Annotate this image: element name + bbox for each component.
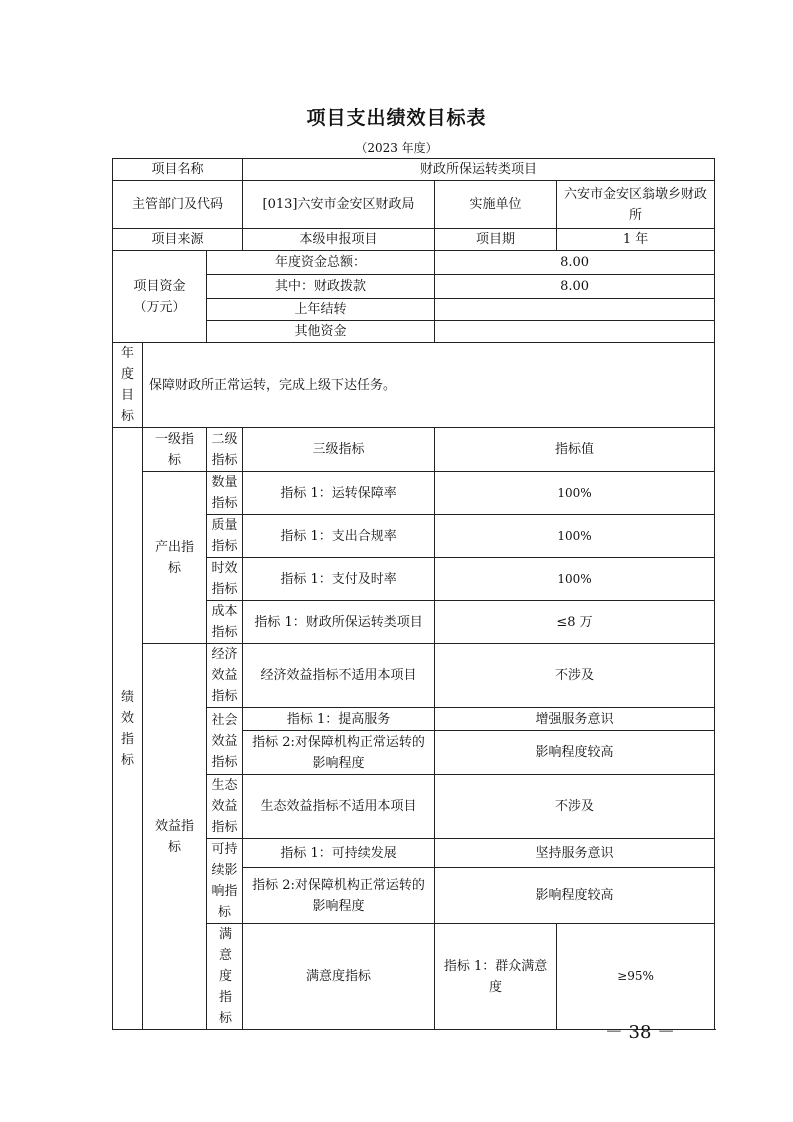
fund-fiscal-label: 其中：财政拨款	[207, 275, 435, 299]
period-value: 1 年	[557, 229, 715, 251]
fund-total-label: 年度资金总额：	[207, 251, 435, 275]
timeliness-l2: 时效指标	[207, 558, 243, 601]
timeliness-l3: 指标 1：支付及时率	[243, 558, 435, 601]
eco-l3: 生态效益指标不适用本项目	[243, 775, 435, 839]
eco-value: 不涉及	[435, 775, 715, 839]
header-value: 指标值	[435, 428, 715, 472]
economic-l2: 经济效益指标	[207, 644, 243, 708]
satisfaction-l2: 满意度指标	[243, 924, 435, 1030]
cost-l2: 成本指标	[207, 601, 243, 644]
quantity-l3: 指标 1：运转保障率	[243, 472, 435, 515]
year-subtitle: （2023 年度）	[355, 141, 438, 155]
economic-l3: 经济效益指标不适用本项目	[243, 644, 435, 708]
satisfaction-l3: 指标 1：群众满意度	[435, 924, 557, 1030]
cost-value: ≤8 万	[435, 601, 715, 644]
output-indicators-label: 产出指标	[143, 472, 207, 644]
performance-table	[112, 158, 715, 1030]
project-name-label: 项目名称	[113, 159, 243, 181]
social-l2: 社会效益指标	[207, 708, 243, 775]
satisfaction-indicators-label: 满意度指标	[207, 924, 243, 1030]
impl-value: 六安市金安区翁墩乡财政所	[557, 181, 715, 229]
page-title: 项目支出绩效目标表	[306, 107, 487, 129]
source-value: 本级申报项目	[243, 229, 435, 251]
perf-indicators-label: 绩效指标	[113, 428, 143, 1030]
quantity-value: 100%	[435, 472, 715, 515]
quality-l3: 指标 1：支出合规率	[243, 515, 435, 558]
header-level3: 三级指标	[243, 428, 435, 472]
fund-fiscal-value: 8.00	[435, 275, 715, 299]
fund-last-value	[435, 299, 715, 321]
fund-total-value: 8.00	[435, 251, 715, 275]
fund-last-label: 上年结转	[207, 299, 435, 321]
funds-label: 项目资金（万元）	[113, 251, 207, 343]
benefit-indicators-label: 效益指标	[143, 644, 207, 1030]
sustain-1-value: 坚持服务意识	[435, 839, 715, 868]
dept-value: [013]六安市金安区财政局	[243, 181, 435, 229]
project-name-value: 财政所保运转类项目	[243, 159, 715, 181]
impl-label: 实施单位	[435, 181, 557, 229]
fund-other-label: 其他资金	[207, 321, 435, 343]
sustain-l2: 可持续影响指标	[207, 839, 243, 924]
dept-label: 主管部门及代码	[113, 181, 243, 229]
satisfaction-value: ≥95%	[557, 924, 715, 1030]
social-2-l3: 指标 2:对保障机构正常运转的影响程度	[243, 731, 435, 775]
header-level1: 一级指标	[143, 428, 207, 472]
eco-l2: 生态效益指标	[207, 775, 243, 839]
timeliness-value: 100%	[435, 558, 715, 601]
quality-l2: 质量指标	[207, 515, 243, 558]
economic-value: 不涉及	[435, 644, 715, 708]
annual-goal-text: 保障财政所正常运转，完成上级下达任务。	[143, 343, 715, 428]
page-number: － 38 －	[604, 1022, 676, 1043]
cost-l3: 指标 1：财政所保运转类项目	[243, 601, 435, 644]
sustain-1-l3: 指标 1：可持续发展	[243, 839, 435, 868]
annual-goal-label: 年度目标	[113, 343, 143, 428]
source-label: 项目来源	[113, 229, 243, 251]
fund-other-value	[435, 321, 715, 343]
sustain-2-value: 影响程度较高	[435, 868, 715, 924]
quantity-l2: 数量指标	[207, 472, 243, 515]
period-label: 项目期	[435, 229, 557, 251]
header-level2: 二级指标	[207, 428, 243, 472]
sustain-2-l3: 指标 2:对保障机构正常运转的影响程度	[243, 868, 435, 924]
social-2-value: 影响程度较高	[435, 731, 715, 775]
social-1-value: 增强服务意识	[435, 708, 715, 731]
social-1-l3: 指标 1：提高服务	[243, 708, 435, 731]
quality-value: 100%	[435, 515, 715, 558]
